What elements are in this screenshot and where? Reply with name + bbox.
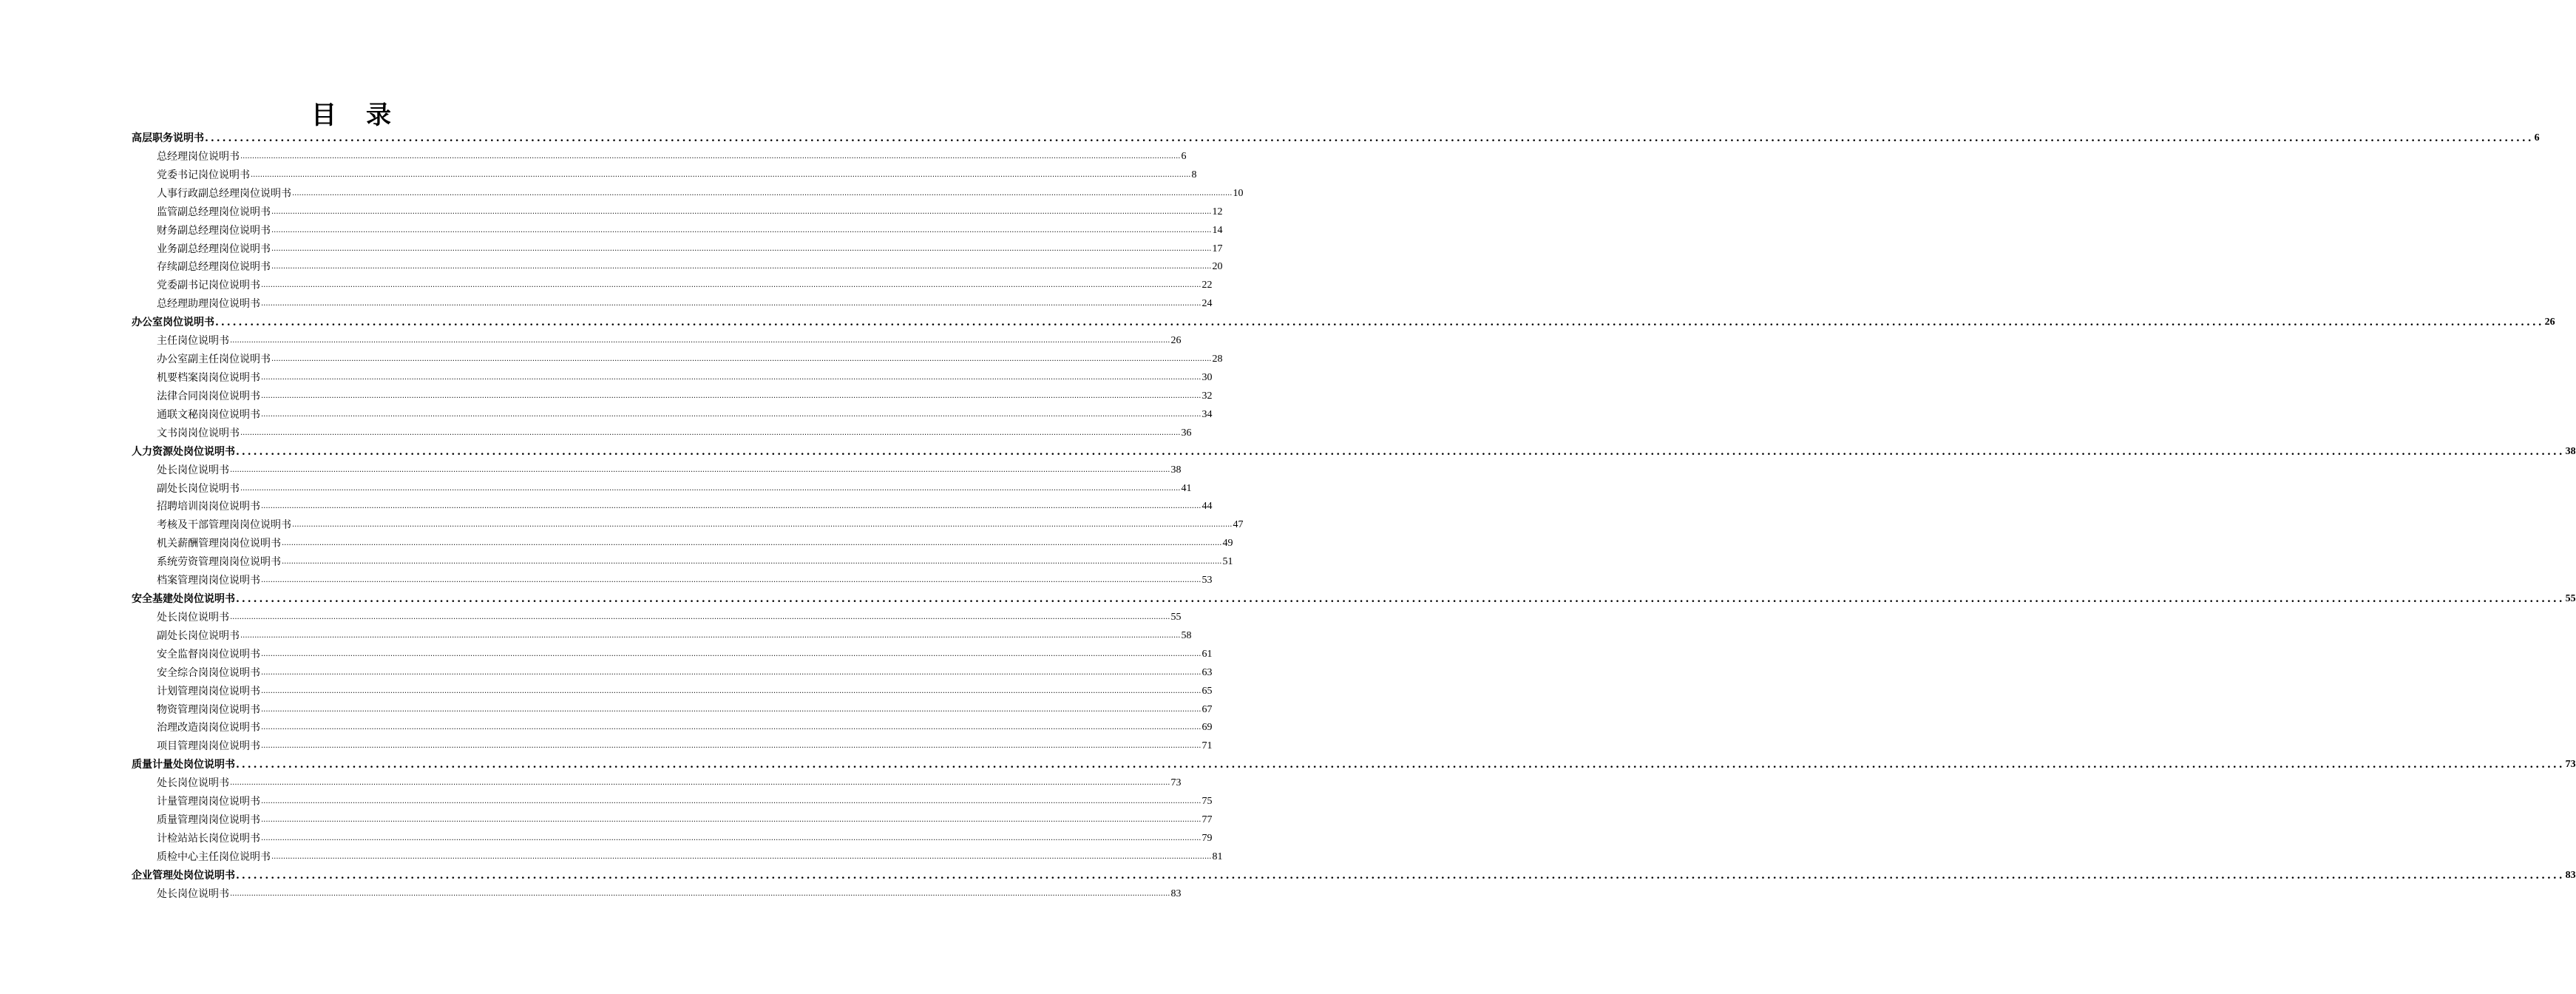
toc-page-number: 73 xyxy=(2565,759,2576,771)
toc-entry[interactable] xyxy=(132,406,1213,425)
toc-entry-label: 治理改造岗岗位说明书 xyxy=(157,722,260,734)
toc-entry-label: 副处长岗位说明书 xyxy=(157,629,240,642)
toc-entry-label: 安全综合岗岗位说明书 xyxy=(157,666,260,679)
toc-page-number: 24 xyxy=(1201,298,1213,310)
dot-leader: ................................................................................................................................................................................................................................................................................................................................................................................................................ xyxy=(251,170,1191,179)
dot-leader: ................................................................................................................................................................................................................................................................................................................................................................................................................ xyxy=(230,465,1170,474)
toc-entry-label: 总经理岗位说明书 xyxy=(157,150,240,163)
toc-entry-label: 总经理助理岗位说明书 xyxy=(157,298,260,311)
toc-entry[interactable] xyxy=(132,609,1182,627)
toc-entry[interactable] xyxy=(132,553,1233,572)
dot-leader: ................................................................................................................................................................................................................................................................................................................................................................................................................ xyxy=(271,244,1212,253)
toc-entry-label: 项目管理岗岗位说明书 xyxy=(157,740,260,753)
toc-entry-label: 招聘培训岗岗位说明书 xyxy=(157,501,260,513)
toc-entry-label: 档案管理岗岗位说明书 xyxy=(157,575,260,587)
toc-page-number: 61 xyxy=(1201,648,1213,660)
toc-section-entry[interactable] xyxy=(132,756,2576,774)
toc-entry[interactable] xyxy=(132,166,1197,185)
dot-leader: ................................................................................................................................................................................................................................................................................................................................................................................................................ xyxy=(240,631,1181,640)
dot-leader: ................................................................................................................................................................................................................................................................................................................................................................................................................ xyxy=(236,593,2565,606)
dot-leader: ................................................................................................................................................................................................................................................................................................................................................................................................................ xyxy=(271,226,1212,234)
toc-page-number: 17 xyxy=(1212,243,1223,254)
title-char-1: 目 xyxy=(311,101,336,130)
toc-page-number: 30 xyxy=(1201,371,1213,383)
dot-leader: ................................................................................................................................................................................................................................................................................................................................................................................................................ xyxy=(271,207,1212,216)
dot-leader: ................................................................................................................................................................................................................................................................................................................................................................................................................ xyxy=(261,668,1201,677)
dot-leader: ................................................................................................................................................................................................................................................................................................................................................................................................................ xyxy=(236,445,2565,458)
toc-entry[interactable] xyxy=(132,848,1223,867)
toc-entry[interactable] xyxy=(132,646,1213,664)
toc-page-number: 83 xyxy=(1170,888,1182,899)
toc-page-number: 53 xyxy=(1201,575,1213,586)
dot-leader: ................................................................................................................................................................................................................................................................................................................................................................................................................ xyxy=(292,521,1233,530)
toc-page-number: 32 xyxy=(1201,390,1213,402)
toc-entry-label: 处长岗位说明书 xyxy=(157,611,229,623)
toc-page-number: 55 xyxy=(2565,593,2576,605)
toc-page-number: 12 xyxy=(1212,206,1223,217)
dot-leader: ................................................................................................................................................................................................................................................................................................................................................................................................................ xyxy=(240,484,1181,493)
toc-entry-label: 系统劳资管理岗岗位说明书 xyxy=(157,556,281,569)
toc-page-number: 6 xyxy=(1181,150,1187,162)
toc-entry-label: 文书岗岗位说明书 xyxy=(157,427,240,439)
dot-leader: ................................................................................................................................................................................................................................................................................................................................................................................................................ xyxy=(261,502,1201,511)
dot-leader: ................................................................................................................................................................................................................................................................................................................................................................................................................ xyxy=(236,869,2565,882)
dot-leader: ................................................................................................................................................................................................................................................................................................................................................................................................................ xyxy=(271,852,1212,861)
toc-entry-label: 财务副总经理岗位说明书 xyxy=(157,224,271,237)
toc-page-number: 26 xyxy=(1170,335,1182,347)
toc-entry-label: 业务副总经理岗位说明书 xyxy=(157,243,271,255)
dot-leader: ................................................................................................................................................................................................................................................................................................................................................................................................................ xyxy=(261,742,1201,751)
dot-leader: ................................................................................................................................................................................................................................................................................................................................................................................................................ xyxy=(271,355,1212,364)
toc-page-number: 79 xyxy=(1201,833,1213,845)
dot-leader: ................................................................................................................................................................................................................................................................................................................................................................................................................ xyxy=(261,300,1201,308)
toc-page-number: 47 xyxy=(1233,519,1244,531)
toc-page-number: 81 xyxy=(1212,851,1223,862)
toc-entry[interactable] xyxy=(132,351,1223,369)
toc-page-number: 34 xyxy=(1201,408,1213,420)
toc-entry-label: 考核及干部管理岗岗位说明书 xyxy=(157,519,291,532)
toc-page-number: 10 xyxy=(1233,187,1244,199)
toc-page-number: 71 xyxy=(1201,740,1213,752)
toc-section-entry[interactable] xyxy=(132,443,2576,462)
toc-entry[interactable] xyxy=(132,664,1213,683)
toc-page-number: 36 xyxy=(1181,427,1192,439)
toc-entry-label: 办公室副主任岗位说明书 xyxy=(157,354,271,366)
toc-page-number: 28 xyxy=(1212,354,1223,365)
toc-entry-label: 办公室岗位说明书 xyxy=(132,317,214,329)
toc-entry-label: 副处长岗位说明书 xyxy=(157,482,240,495)
toc-entry[interactable] xyxy=(132,498,1213,516)
table-of-contents xyxy=(132,129,2576,904)
dot-leader: ................................................................................................................................................................................................................................................................................................................................................................................................................ xyxy=(261,797,1201,806)
toc-page-number: 8 xyxy=(1191,169,1197,180)
toc-entry-label: 主任岗位说明书 xyxy=(157,335,229,348)
toc-entry[interactable] xyxy=(132,830,1213,848)
toc-entry[interactable] xyxy=(132,885,1182,904)
toc-entry-label: 企业管理处岗位说明书 xyxy=(132,869,235,882)
toc-entry-label: 质量计量处岗位说明书 xyxy=(132,759,235,771)
toc-entry-label: 人力资源处岗位说明书 xyxy=(132,445,235,458)
toc-page-number: 65 xyxy=(1201,685,1213,697)
toc-entry[interactable] xyxy=(132,277,1213,295)
title-char-2: 录 xyxy=(366,101,391,130)
toc-entry[interactable] xyxy=(132,462,1182,480)
toc-entry[interactable] xyxy=(132,148,1187,166)
toc-entry-label: 存续副总经理岗位说明书 xyxy=(157,261,271,274)
toc-entry-label: 处长岗位说明书 xyxy=(157,777,229,790)
toc-page-number: 69 xyxy=(1201,722,1213,734)
toc-entry-label: 计检站站长岗位说明书 xyxy=(157,833,260,845)
toc-entry-label: 党委副书记岗位说明书 xyxy=(157,280,260,292)
toc-page-number: 73 xyxy=(1170,777,1182,789)
toc-entry[interactable] xyxy=(132,811,1213,830)
toc-entry-label: 质检中心主任岗位说明书 xyxy=(157,851,271,863)
toc-entry[interactable] xyxy=(132,185,1244,203)
toc-entry-label: 机要档案岗岗位说明书 xyxy=(157,371,260,384)
toc-entry-label: 安全基建处岗位说明书 xyxy=(132,593,235,606)
toc-entry-label: 党委书记岗位说明书 xyxy=(157,169,250,181)
toc-entry-label: 通联文秘岗岗位说明书 xyxy=(157,408,260,421)
dot-leader: ................................................................................................................................................................................................................................................................................................................................................................................................................ xyxy=(261,373,1201,382)
toc-page-number: 67 xyxy=(1201,703,1213,715)
toc-entry[interactable] xyxy=(132,369,1213,388)
toc-page-number: 38 xyxy=(2565,445,2576,457)
toc-entry[interactable] xyxy=(132,683,1213,701)
toc-page-number: 14 xyxy=(1212,224,1223,236)
dot-leader: ................................................................................................................................................................................................................................................................................................................................................................................................................ xyxy=(261,834,1201,843)
toc-page-number: 58 xyxy=(1181,629,1192,641)
toc-entry[interactable] xyxy=(132,203,1223,222)
toc-entry[interactable] xyxy=(132,572,1213,590)
toc-entry[interactable] xyxy=(132,480,1192,498)
toc-section-entry[interactable] xyxy=(132,590,2576,609)
toc-page-number: 75 xyxy=(1201,796,1213,808)
toc-entry[interactable] xyxy=(132,701,1213,720)
toc-page-number: 77 xyxy=(1201,814,1213,826)
dot-leader: ................................................................................................................................................................................................................................................................................................................................................................................................................ xyxy=(261,705,1201,714)
toc-entry[interactable] xyxy=(132,425,1192,443)
toc-entry[interactable] xyxy=(132,240,1223,259)
toc-section-entry[interactable] xyxy=(132,129,2540,148)
dot-leader: ................................................................................................................................................................................................................................................................................................................................................................................................................ xyxy=(261,281,1201,290)
toc-entry[interactable] xyxy=(132,388,1213,406)
toc-page-number: 6 xyxy=(2534,132,2540,143)
dot-leader: ................................................................................................................................................................................................................................................................................................................................................................................................................ xyxy=(282,558,1222,567)
toc-entry-label: 物资管理岗岗位说明书 xyxy=(157,703,260,716)
toc-entry[interactable] xyxy=(132,222,1223,240)
toc-entry-label: 法律合同岗岗位说明书 xyxy=(157,390,260,402)
toc-section-entry[interactable] xyxy=(132,867,2576,885)
toc-entry-label: 安全监督岗岗位说明书 xyxy=(157,648,260,660)
dot-leader: ................................................................................................................................................................................................................................................................................................................................................................................................................ xyxy=(282,539,1222,548)
toc-page-number: 63 xyxy=(1201,666,1213,678)
toc-entry[interactable] xyxy=(132,516,1244,535)
toc-page-number: 83 xyxy=(2565,869,2576,881)
toc-entry-label: 处长岗位说明书 xyxy=(157,888,229,900)
toc-entry-label: 计量管理岗岗位说明书 xyxy=(157,796,260,808)
toc-page-number: 38 xyxy=(1170,464,1182,476)
dot-leader: ................................................................................................................................................................................................................................................................................................................................................................................................................ xyxy=(261,410,1201,419)
toc-entry[interactable] xyxy=(132,295,1213,314)
toc-page-number: 22 xyxy=(1201,280,1213,291)
dot-leader: ................................................................................................................................................................................................................................................................................................................................................................................................................ xyxy=(261,816,1201,825)
dot-leader: ................................................................................................................................................................................................................................................................................................................................................................................................................ xyxy=(205,132,2534,144)
dot-leader: ................................................................................................................................................................................................................................................................................................................................................................................................................ xyxy=(261,649,1201,658)
toc-entry-label: 人事行政副总经理岗位说明书 xyxy=(157,187,291,200)
dot-leader: ................................................................................................................................................................................................................................................................................................................................................................................................................ xyxy=(261,686,1201,695)
dot-leader: ................................................................................................................................................................................................................................................................................................................................................................................................................ xyxy=(261,576,1201,585)
toc-page-number: 51 xyxy=(1222,556,1233,568)
dot-leader: ................................................................................................................................................................................................................................................................................................................................................................................................................ xyxy=(230,337,1170,345)
toc-page-number: 20 xyxy=(1212,261,1223,273)
toc-page-number: 26 xyxy=(2544,317,2555,328)
dot-leader: ................................................................................................................................................................................................................................................................................................................................................................................................................ xyxy=(230,779,1170,788)
dot-leader: ................................................................................................................................................................................................................................................................................................................................................................................................................ xyxy=(215,317,2544,329)
toc-entry-label: 处长岗位说明书 xyxy=(157,464,229,476)
toc-section-entry[interactable] xyxy=(132,314,2555,332)
dot-leader: ................................................................................................................................................................................................................................................................................................................................................................................................................ xyxy=(240,428,1181,437)
toc-entry[interactable] xyxy=(132,332,1182,351)
dot-leader: ................................................................................................................................................................................................................................................................................................................................................................................................................ xyxy=(271,263,1212,271)
toc-entry-label: 监管副总经理岗位说明书 xyxy=(157,206,271,218)
toc-page-number: 49 xyxy=(1222,538,1233,550)
dot-leader: ................................................................................................................................................................................................................................................................................................................................................................................................................ xyxy=(261,391,1201,400)
dot-leader: ................................................................................................................................................................................................................................................................................................................................................................................................................ xyxy=(230,889,1170,898)
dot-leader: ................................................................................................................................................................................................................................................................................................................................................................................................................ xyxy=(230,612,1170,621)
toc-entry[interactable] xyxy=(132,793,1213,811)
toc-page-number: 44 xyxy=(1201,501,1213,513)
toc-entry[interactable] xyxy=(132,720,1213,738)
toc-entry-label: 机关薪酬管理岗岗位说明书 xyxy=(157,538,281,550)
toc-page-number: 55 xyxy=(1170,611,1182,623)
toc-entry[interactable] xyxy=(132,774,1182,793)
toc-entry[interactable] xyxy=(132,258,1223,277)
dot-leader: ................................................................................................................................................................................................................................................................................................................................................................................................................ xyxy=(292,189,1233,197)
toc-page-number: 41 xyxy=(1181,482,1192,494)
dot-leader: ................................................................................................................................................................................................................................................................................................................................................................................................................ xyxy=(236,759,2565,771)
dot-leader: ................................................................................................................................................................................................................................................................................................................................................................................................................ xyxy=(240,152,1181,160)
dot-leader: ................................................................................................................................................................................................................................................................................................................................................................................................................ xyxy=(261,723,1201,732)
toc-entry-label: 质量管理岗岗位说明书 xyxy=(157,814,260,827)
toc-entry-label: 高层职务说明书 xyxy=(132,132,204,144)
toc-entry[interactable] xyxy=(132,627,1192,646)
toc-entry-label: 计划管理岗岗位说明书 xyxy=(157,685,260,697)
toc-entry[interactable] xyxy=(132,737,1213,756)
page-title xyxy=(0,95,702,131)
toc-entry[interactable] xyxy=(132,535,1233,553)
